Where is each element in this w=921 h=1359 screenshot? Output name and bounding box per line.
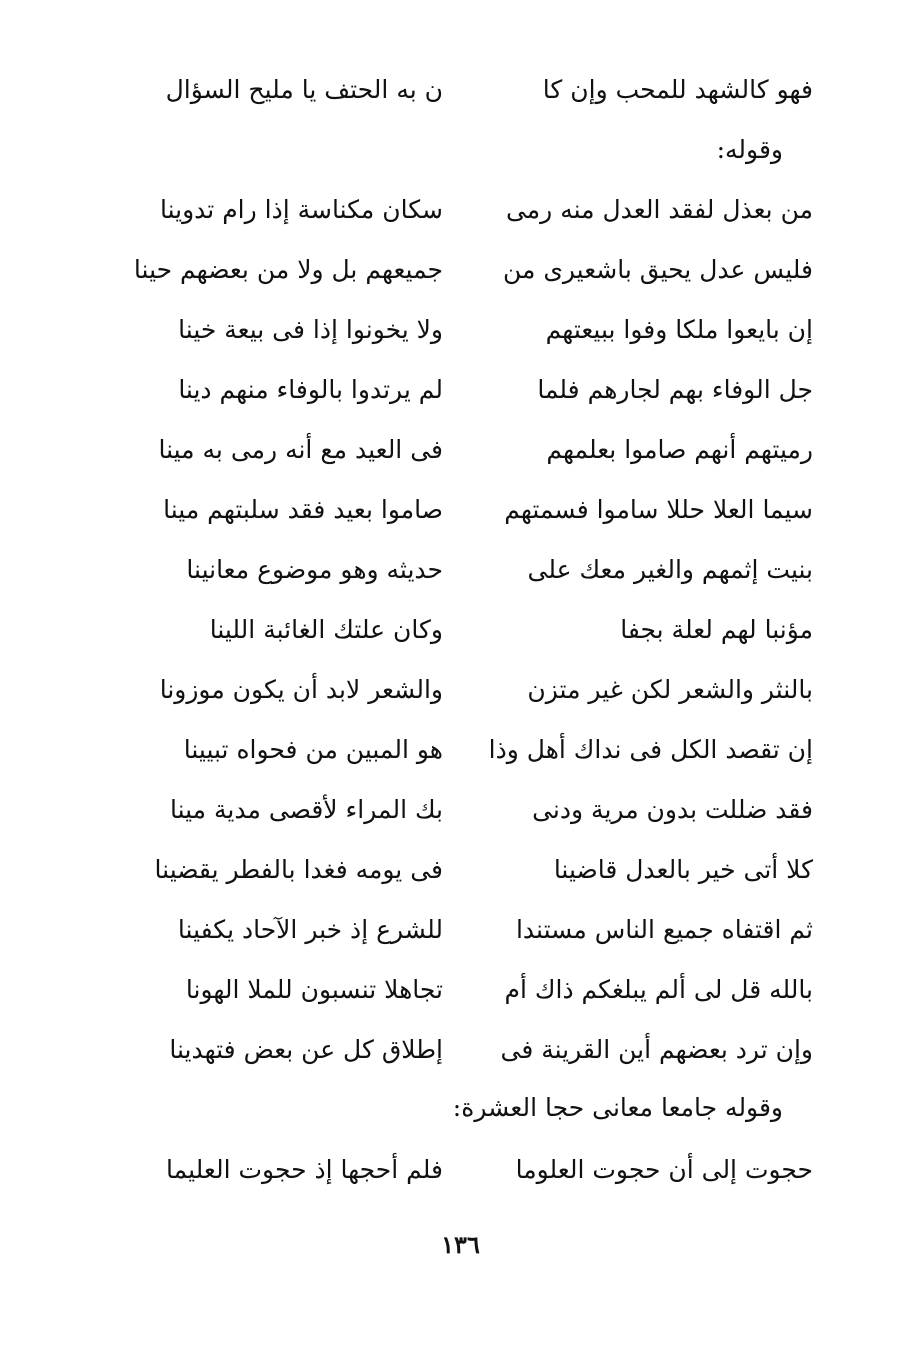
verse-left-hemistich: جميعهم بل ولا من بعضهم حينا bbox=[133, 255, 443, 284]
verse-left-hemistich: ولا يخونوا إذا فى بيعة خينا bbox=[178, 315, 443, 344]
verse-left-hemistich: لم يرتدوا بالوفاء منهم دينا bbox=[178, 375, 443, 404]
verse-left-hemistich: وكان علتك الغائبة اللينا bbox=[209, 615, 443, 644]
verse-left-hemistich: فى العيد مع أنه رمى به مينا bbox=[158, 435, 443, 464]
verse-right-hemistich: فليس عدل يحيق باشعيرى من bbox=[502, 255, 813, 284]
verse-left-hemistich: حديثه وهو موضوع معانينا bbox=[186, 555, 443, 584]
verse-right-hemistich: حجوت إلى أن حجوت العلوما bbox=[515, 1155, 813, 1184]
verse-right-hemistich: ثم اقتفاه جميع الناس مستندا bbox=[515, 915, 813, 944]
verse-right-hemistich: بنيت إثمهم والغير معك على bbox=[527, 555, 813, 584]
verse-left-hemistich: بك المراء لأقصى مدية مينا bbox=[169, 795, 443, 824]
verse-right-hemistich: بالله قل لى ألم يبلغكم ذاك أم bbox=[504, 975, 813, 1004]
verse-right-hemistich: رميتهم أنهم صاموا بعلمهم bbox=[546, 435, 813, 464]
verse-left-hemistich: ن به الحتف يا مليح السؤال bbox=[165, 75, 443, 104]
verse-right-hemistich: إن بايعوا ملكا وفوا ببيعتهم bbox=[545, 315, 813, 344]
verse-left-hemistich: صاموا بعيد فقد سلبتهم مينا bbox=[163, 495, 443, 524]
verse-right-hemistich: إن تقصد الكل فى نداك أهل وذا bbox=[488, 735, 813, 764]
verse-left-hemistich: هو المبين من فحواه تبيينا bbox=[183, 735, 443, 764]
verse-right-hemistich: سيما العلا حللا ساموا فسمتهم bbox=[504, 495, 813, 524]
verse-right-hemistich: فقد ضللت بدون مرية ودنى bbox=[532, 795, 813, 824]
verse-right-hemistich: فهو كالشهد للمحب وإن كا bbox=[542, 75, 813, 104]
verse-left-hemistich: سكان مكناسة إذا رام تدوينا bbox=[159, 195, 443, 224]
verse-left-hemistich: إطلاق كل عن بعض فتهدينا bbox=[169, 1035, 443, 1064]
section-heading: وقوله: bbox=[716, 135, 783, 164]
section-heading: وقوله جامعا معانى حجا العشرة: bbox=[452, 1093, 783, 1122]
verse-left-hemistich: والشعر لابد أن يكون موزونا bbox=[159, 675, 443, 704]
verse-right-hemistich: بالنثر والشعر لكن غير متزن bbox=[527, 675, 813, 704]
verse-left-hemistich: للشرع إذ خبر الآحاد يكفينا bbox=[177, 915, 443, 944]
page-number: ١٣٦ bbox=[441, 1230, 480, 1259]
verse-right-hemistich: من بعذل لفقد العدل منه رمى bbox=[505, 195, 813, 224]
verse-left-hemistich: تجاهلا تنسبون للملا الهونا bbox=[185, 975, 443, 1004]
verse-right-hemistich: جل الوفاء بهم لجارهم فلما bbox=[537, 375, 813, 404]
verse-right-hemistich: كلا أتى خير بالعدل قاضينا bbox=[553, 855, 813, 884]
verse-left-hemistich: فى يومه فغدا بالفطر يقضينا bbox=[154, 855, 443, 884]
verse-right-hemistich: وإن ترد بعضهم أين القرينة فى bbox=[500, 1035, 813, 1064]
verse-left-hemistich: فلم أحجها إذ حجوت العليما bbox=[166, 1155, 443, 1184]
verse-right-hemistich: مؤنبا لهم لعلة بجفا bbox=[620, 615, 813, 644]
